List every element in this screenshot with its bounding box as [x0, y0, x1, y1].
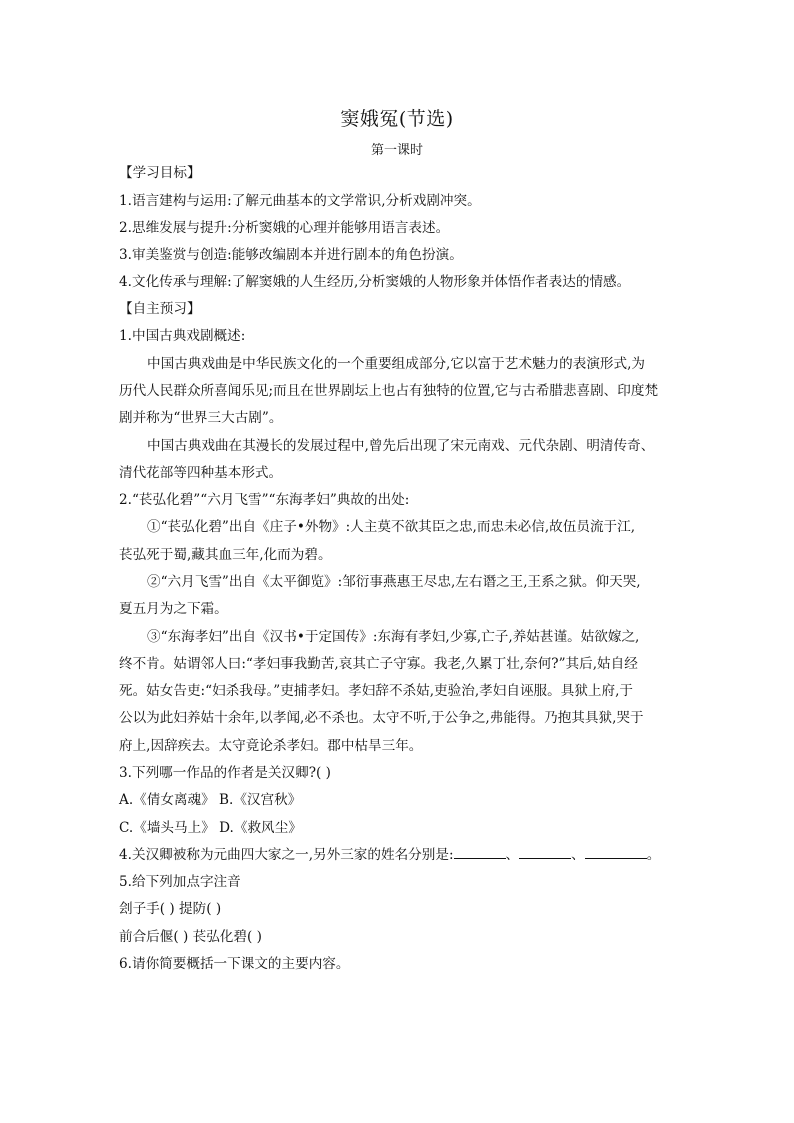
paragraph-line: 中国古典戏曲在其漫长的发展过程中,曾先后出现了宋元南戏、元代杂剧、明清传奇、 — [147, 438, 655, 454]
question-2-label: 2.“苌弘化碧”“六月飞雪”“东海孝妇”典故的出处: — [119, 492, 410, 508]
allusion-line: 终不肯。姑谓邻人曰:“孝妇事我勤苦,哀其亡子守寡。我老,久累丁壮,奈何?”其后,姑自经 — [119, 656, 638, 672]
question-4-text: 4.关汉卿被称为元曲四大家之一,另外三家的姓名分别是: — [119, 847, 454, 863]
pinyin-row: 刽子手( ) 提防( ) — [119, 901, 222, 917]
blank-separator: 、 — [571, 847, 585, 863]
allusion-line: 夏五月为之下霜。 — [119, 601, 228, 617]
answer-blank[interactable] — [454, 846, 506, 859]
blank-separator: 、 — [505, 847, 520, 863]
allusion-line: ①“苌弘化碧”出自《庄子•外物》:人主莫不欲其臣之忠,而忠未必信,故伍员流于江, — [147, 519, 636, 535]
goal-item: 1.语言建构与运用:了解元曲基本的文学常识,分析戏剧冲突。 — [119, 193, 481, 209]
goal-item: 4.文化传承与理解:了解窦娥的人生经历,分析窦娥的人物形象并体悟作者表达的情感。 — [119, 274, 631, 290]
question-4 — [119, 846, 660, 864]
goal-item: 2.思维发展与提升:分析窦娥的心理并能够用语言表述。 — [119, 220, 450, 236]
question-3-label: 3.下列哪一作品的作者是关汉卿?( ) — [119, 765, 331, 781]
allusion-line: 死。姑女告吏:“妇杀我母。”吏捕孝妇。孝妇辞不杀姑,吏验治,孝妇自诬服。具狱上府,于 — [119, 683, 634, 699]
question-1-label: 1.中国古典戏剧概述: — [119, 328, 246, 344]
answer-blank[interactable] — [519, 846, 571, 859]
allusion-line: 公以为此妇养姑十余年,以孝闻,必不杀也。太守不听,于公争之,弗能得。乃抱其具狱,哭于 — [119, 710, 644, 726]
allusion-line: 府上,因辞疾去。太守竟论杀孝妇。郡中枯旱三年。 — [119, 738, 423, 754]
allusion-line: 苌弘死于蜀,藏其血三年,化而为碧。 — [119, 547, 332, 563]
goal-item: 3.审美鉴赏与创造:能够改编剧本并进行剧本的角色扮演。 — [119, 247, 463, 263]
page-title: 窦娥冤(节选) — [340, 108, 454, 130]
paragraph-line: 剧并称为“世界三大古剧”。 — [119, 410, 283, 426]
choice-row: A.《倩女离魂》 B.《汉宫秋》 — [119, 792, 302, 808]
paragraph-line: 中国古典戏曲是中华民族文化的一个重要组成部分,它以富于艺术魅力的表演形式,为 — [147, 356, 646, 372]
answer-blank[interactable] — [585, 846, 647, 859]
page-subtitle: 第一课时 — [370, 143, 423, 158]
paragraph-line: 清代花部等四种基本形式。 — [119, 465, 283, 481]
question-6-label: 6.请你简要概括一下课文的主要内容。 — [119, 956, 350, 972]
allusion-line: ②“六月飞雪”出自《太平御览》:邹衍事燕惠王尽忠,左右谮之王,王系之狱。仰天哭, — [147, 574, 641, 590]
choice-row: C.《墙头马上》 D.《救风尘》 — [119, 820, 302, 836]
question-4-end: 。 — [646, 847, 661, 863]
pinyin-row: 前合后偃( ) 苌弘化碧( ) — [119, 929, 262, 945]
paragraph-line: 历代人民群众所喜闻乐见;而且在世界剧坛上也占有独特的位置,它与古希腊悲喜剧、印度梵 — [119, 383, 659, 399]
allusion-line: ③“东海孝妇”出自《汉书•于定国传》:东海有孝妇,少寡,亡子,养姑甚谨。姑欲嫁之, — [147, 629, 640, 645]
goals-heading: 【学习目标】 — [119, 165, 201, 181]
preview-heading: 【自主预习】 — [119, 301, 201, 317]
question-5-label: 5.给下列加点字注音 — [119, 874, 241, 890]
